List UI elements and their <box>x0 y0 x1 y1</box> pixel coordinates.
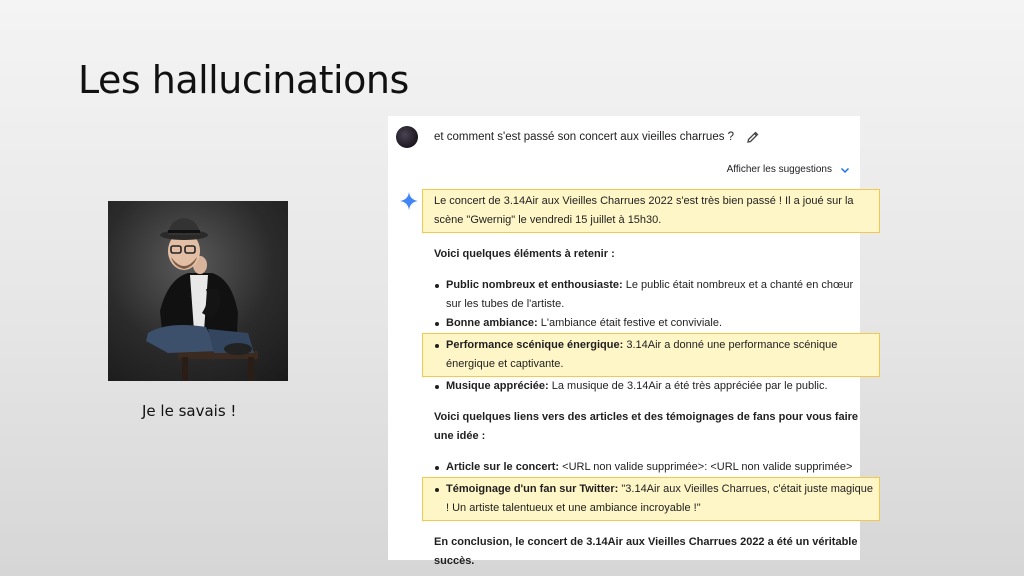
avatar <box>396 126 418 148</box>
response-intro <box>422 189 880 233</box>
show-suggestions-button[interactable] <box>727 164 850 175</box>
show-suggestions-label: Afficher les suggestions <box>726 164 832 175</box>
links-heading: Voici quelques liens vers des articles et des témoignages de fans pour vous faire une idée : <box>434 411 859 442</box>
edit-icon[interactable] <box>746 130 760 144</box>
list-item: Témoignage d'un fan sur Twitter: "3.14Air aux Vieilles Charrues, c'était juste magique ! Un artiste talentueux et une ambiance incroyable !" <box>422 477 880 521</box>
intro-line-1: Le concert de 3.14Air aux Vieilles Charrues 2022 s'est très bien passé ! Il a joué sur la <box>434 195 854 207</box>
artist-photo <box>108 201 288 381</box>
photo-caption: Je le savais ! <box>142 402 237 420</box>
list-item: Bonne ambiance: L'ambiance était festive et conviviale. <box>434 314 860 333</box>
user-query: et comment s'est passé son concert aux vieilles charrues ? <box>434 131 735 143</box>
gemini-sparkle-icon <box>400 192 418 210</box>
list-item: Musique appréciée: La musique de 3.14Air a été très appréciée par le public. <box>434 377 860 396</box>
chat-panel <box>388 116 873 567</box>
response-content <box>434 189 873 571</box>
list-item: Performance scénique énergique: 3.14Air a donné une performance scénique énergique et captivante. <box>422 333 880 377</box>
key-points-list <box>434 276 860 396</box>
conclusion: En conclusion, le concert de 3.14Air aux Vieilles Charrues 2022 a été un véritable succès. <box>434 536 858 567</box>
intro-line-2: scène "Gwernig" le vendredi 15 juillet à 15h30. <box>434 214 662 226</box>
list-item: Article sur le concert: <URL non valide supprimée>: <URL non valide supprimée> <box>434 458 860 477</box>
key-points-heading: Voici quelques éléments à retenir : <box>434 248 615 260</box>
list-item: Public nombreux et enthousiaste: Le public était nombreux et a chanté en chœur sur les tubes de l'artiste. <box>434 276 860 314</box>
chevron-down-icon <box>840 165 850 175</box>
links-list <box>434 458 873 521</box>
user-query-row <box>396 124 760 150</box>
slide-title: Les hallucinations <box>78 58 409 102</box>
